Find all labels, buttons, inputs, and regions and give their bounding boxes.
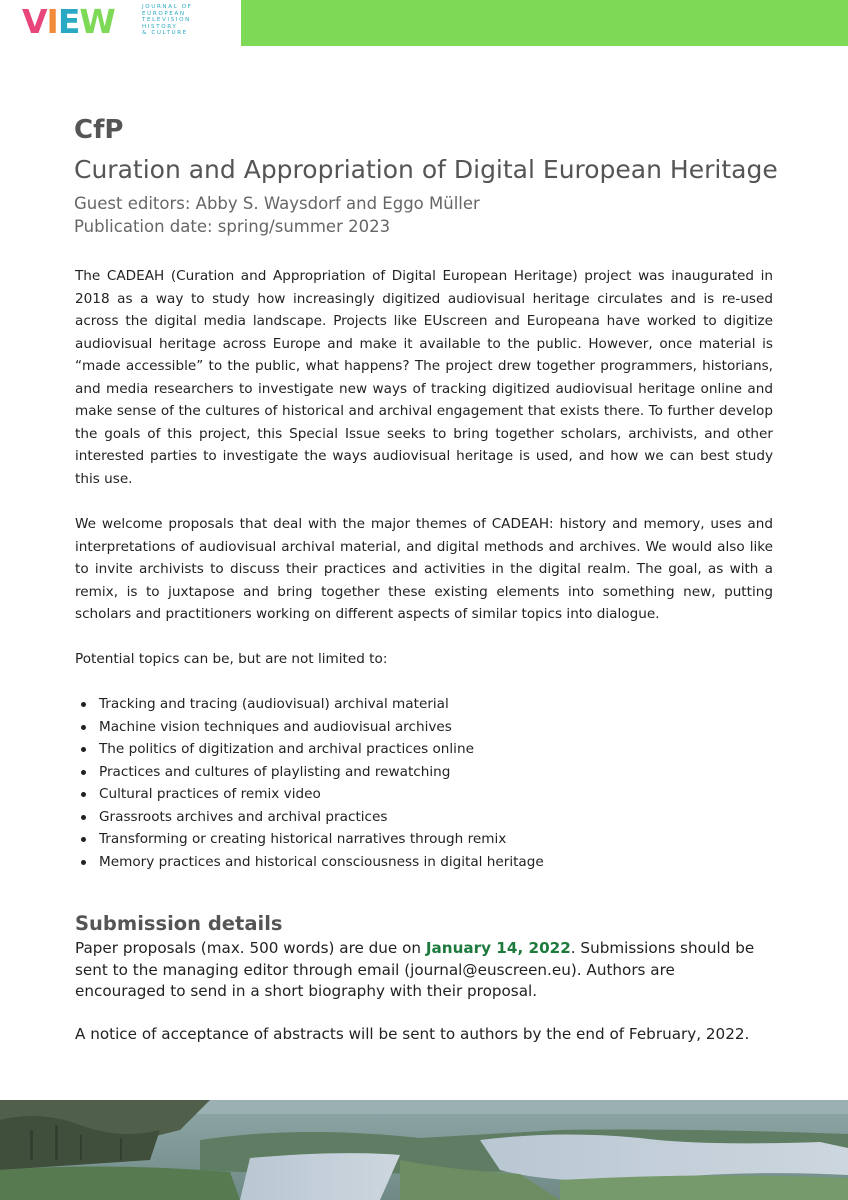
logo-wordmark	[22, 4, 115, 40]
list-item: The politics of digitization and archival practices online	[75, 738, 544, 761]
list-item: Tracking and tracing (audiovisual) archival material	[75, 693, 544, 716]
logo-letter-e: E	[57, 2, 80, 41]
logo-letter-v: V	[22, 2, 47, 41]
list-item: Memory practices and historical consciousness in digital heritage	[75, 851, 544, 874]
welcome-paragraph: We welcome proposals that deal with the major themes of CADEAH: history and memory, uses and interpretations of audiovisual archival material, and digital methods and archives. We would also like to invite archivists to discuss their practices and activities in the digital realm. The goal, as with a remix, is to juxtapose and bring together these existing elements into something new, putting scholars and practitioners working on different aspects of similar topics into dialogue.	[75, 516, 773, 622]
list-item: Cultural practices of remix video	[75, 783, 544, 806]
landscape-painting-banner	[0, 1100, 848, 1200]
intro-paragraph: The CADEAH (Curation and Appropriation of Digital European Heritage) project was inaugurated in 2018 as a way to study how increasingly digitized audiovisual heritage circulates and is re-used across the digital media landscape. Projects like EUscreen and Europeana have worked to digitize audiovisual heritage across Europe and make it available to the public. However, once material is “made accessible” to the public, what happens? The project drew together programmers, historians, and media researchers to investigate new ways of tracking digitized audiovisual heritage online and make sense of the cultures of historical and archival engagement that exists there. To further develop the goals of this project, this Special Issue seeks to bring together scholars, archivists, and other interested parties to investigate the ways audiovisual heritage is used, and how we can best study this use.	[75, 268, 773, 487]
publication-date: Publication date: spring/summer 2023	[74, 217, 391, 236]
document-kind: CfP	[74, 115, 124, 145]
page-title: Curation and Appropriation of Digital European Heritage	[74, 155, 778, 184]
submission-heading: Submission details	[75, 912, 283, 935]
acceptance-notice: A notice of acceptance of abstracts will be sent to authors by the end of February, 2022.	[75, 1025, 750, 1043]
topics-list	[75, 693, 544, 873]
list-item: Machine vision techniques and audiovisual archives	[75, 716, 544, 739]
topics-intro: Potential topics can be, but are not limited to:	[75, 651, 388, 667]
guest-editors: Guest editors: Abby S. Waysdorf and Eggo Müller	[74, 194, 480, 213]
submission-paragraph: Paper proposals (max. 500 words) are due on January 14, 2022. Submissions should be sent to the managing editor through email (journal@euscreen.eu). Authors are encouraged to send in a short biography with their proposal.	[75, 939, 755, 1000]
list-item: Transforming or creating historical narratives through remix	[75, 828, 544, 851]
list-item: Grassroots archives and archival practices	[75, 806, 544, 829]
logo-letter-i: I	[46, 2, 58, 41]
logo-tagline: JOURNAL OF EUROPEAN TELEVISION HISTORY & CULTURE	[142, 4, 193, 37]
header	[0, 0, 848, 46]
header-green-bar	[241, 0, 848, 46]
deadline-date: January 14, 2022	[425, 939, 571, 957]
journal-logo[interactable]	[0, 0, 241, 46]
painting-image	[0, 1100, 848, 1200]
logo-letter-w: W	[79, 2, 115, 41]
list-item: Practices and cultures of playlisting and rewatching	[75, 761, 544, 784]
